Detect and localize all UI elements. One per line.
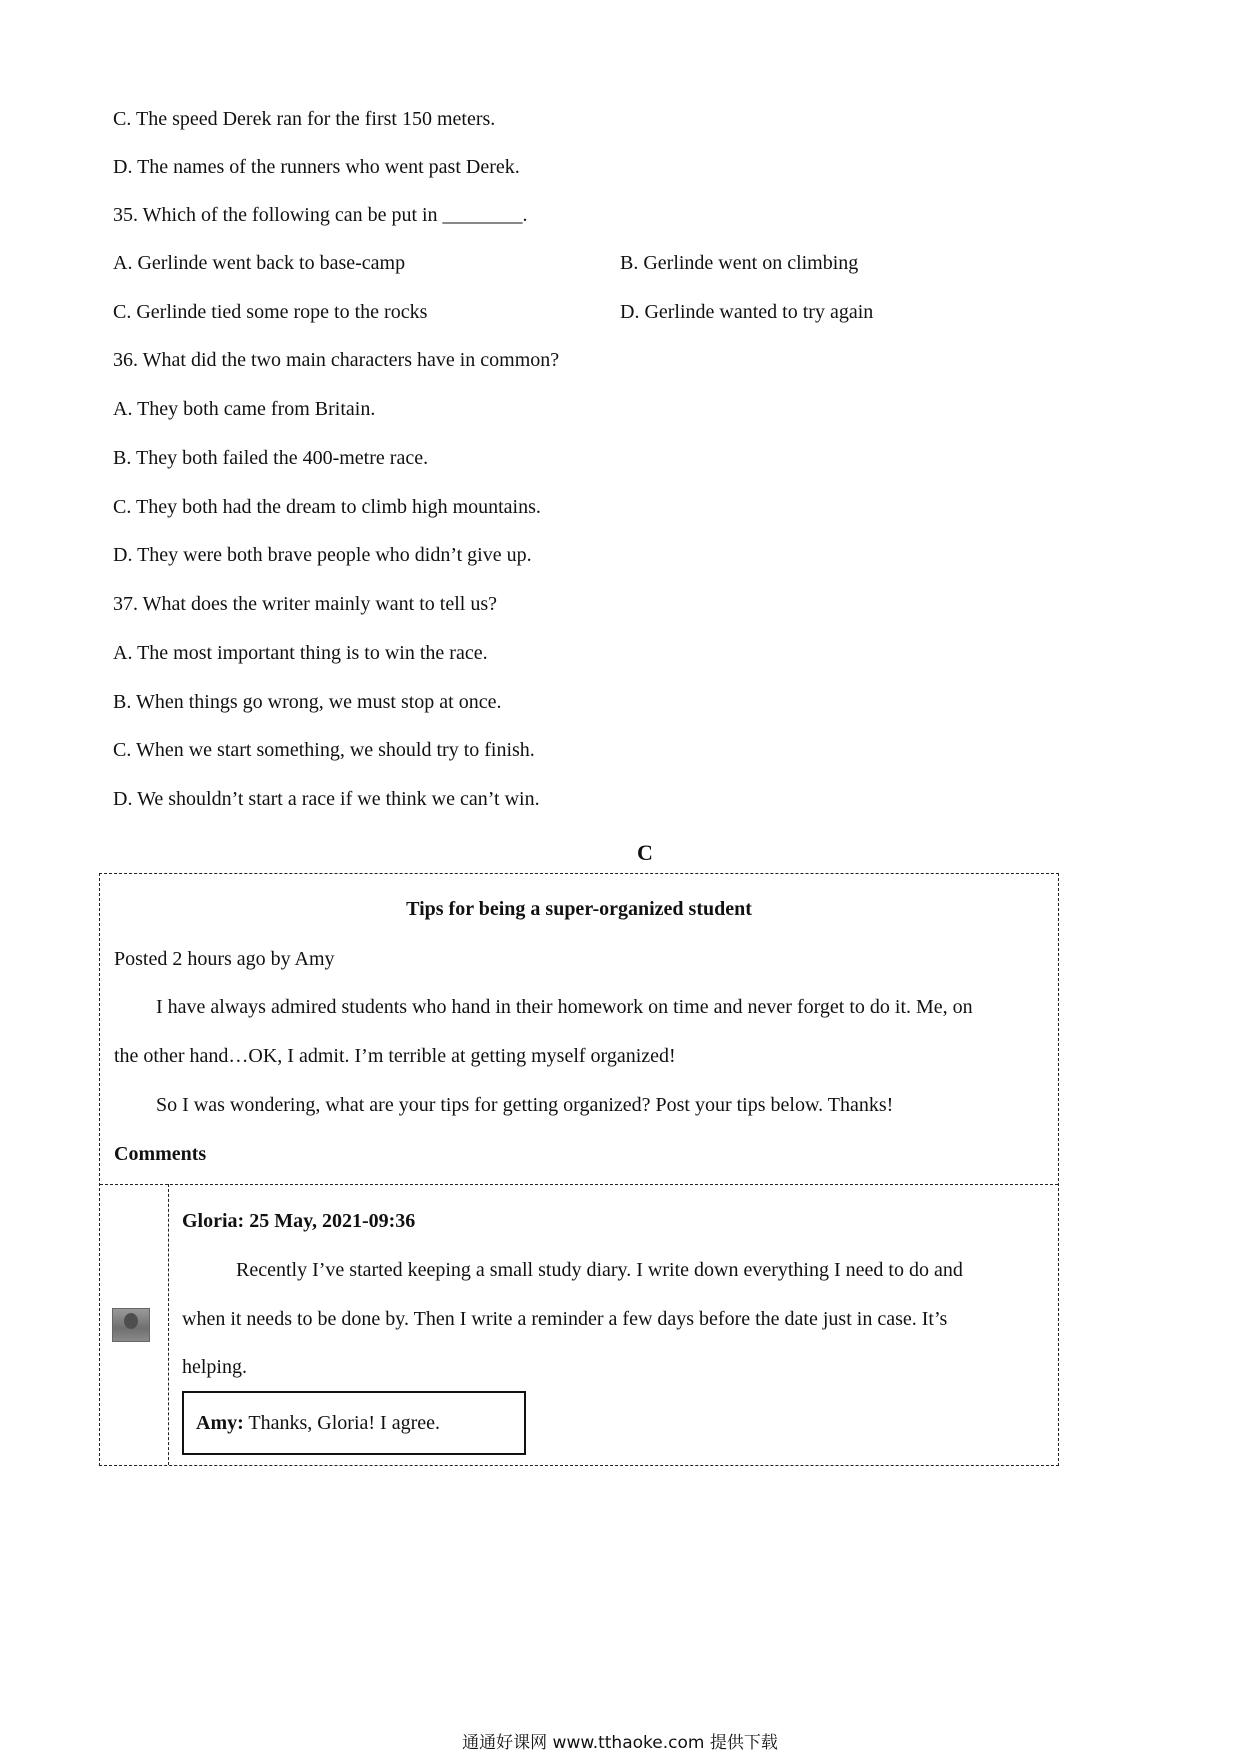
q36-question: 36. What did the two main characters have in common? (113, 349, 560, 371)
post-paragraph-2: So I was wondering, what are your tips for getting organized? Post your tips below. Thanks! (156, 1094, 894, 1116)
q36-option-b: B. They both failed the 400-metre race. (113, 447, 429, 469)
q37-option-b: B. When things go wrong, we must stop at once. (113, 691, 502, 713)
comment-header: Gloria: 25 May, 2021-09:36 (182, 1210, 416, 1232)
q35-question: 35. Which of the following can be put in ________. (113, 204, 528, 226)
avatar (112, 1308, 150, 1342)
reply-message: Thanks, Gloria! I agree. (243, 1412, 440, 1434)
reply-author: Amy: (196, 1412, 244, 1434)
post-paragraph-1-line-2: the other hand…OK, I admit. I’m terrible at getting myself organized! (114, 1045, 676, 1067)
reply-box (182, 1391, 526, 1455)
q37-option-a: A. The most important thing is to win the race. (113, 642, 488, 664)
q35-option-b: B. Gerlinde went on climbing (620, 252, 859, 274)
post-title: Tips for being a super-organized student (406, 898, 752, 920)
comments-divider (100, 1184, 1058, 1185)
comment-line-2: when it needs to be done by. Then I write a reminder a few days before the date just in case. It’s (182, 1308, 948, 1330)
q36-option-a: A. They both came from Britain. (113, 398, 376, 420)
section-letter: C (637, 840, 653, 865)
page-footer: 通通好课网 www.tthaoke.com 提供下载 (462, 1733, 778, 1753)
q34-option-d: D. The names of the runners who went past Derek. (113, 156, 520, 178)
q35-option-c: C. Gerlinde tied some rope to the rocks (113, 301, 428, 323)
q36-option-d: D. They were both brave people who didn’t give up. (113, 544, 532, 566)
q35-option-d: D. Gerlinde wanted to try again (620, 301, 874, 323)
comments-label: Comments (114, 1143, 207, 1165)
comment-line-3: helping. (182, 1356, 247, 1378)
q35-option-a: A. Gerlinde went back to base-camp (113, 252, 406, 274)
comment-line-1: Recently I’ve started keeping a small study diary. I write down everything I need to do and (236, 1259, 963, 1281)
post-paragraph-1-line-1: I have always admired students who hand in their homework on time and never forget to do it. Me, on (156, 996, 973, 1018)
reply-text (196, 1411, 440, 1435)
q37-option-d: D. We shouldn’t start a race if we think we can’t win. (113, 788, 540, 810)
q37-question: 37. What does the writer mainly want to tell us? (113, 593, 497, 615)
q34-option-c: C. The speed Derek ran for the first 150 meters. (113, 108, 496, 130)
q37-option-c: C. When we start something, we should try to finish. (113, 739, 535, 761)
forum-post-box (99, 873, 1059, 1466)
q36-option-c: C. They both had the dream to climb high mountains. (113, 496, 541, 518)
avatar-column-divider (168, 1184, 169, 1465)
post-meta: Posted 2 hours ago by Amy (114, 948, 335, 970)
